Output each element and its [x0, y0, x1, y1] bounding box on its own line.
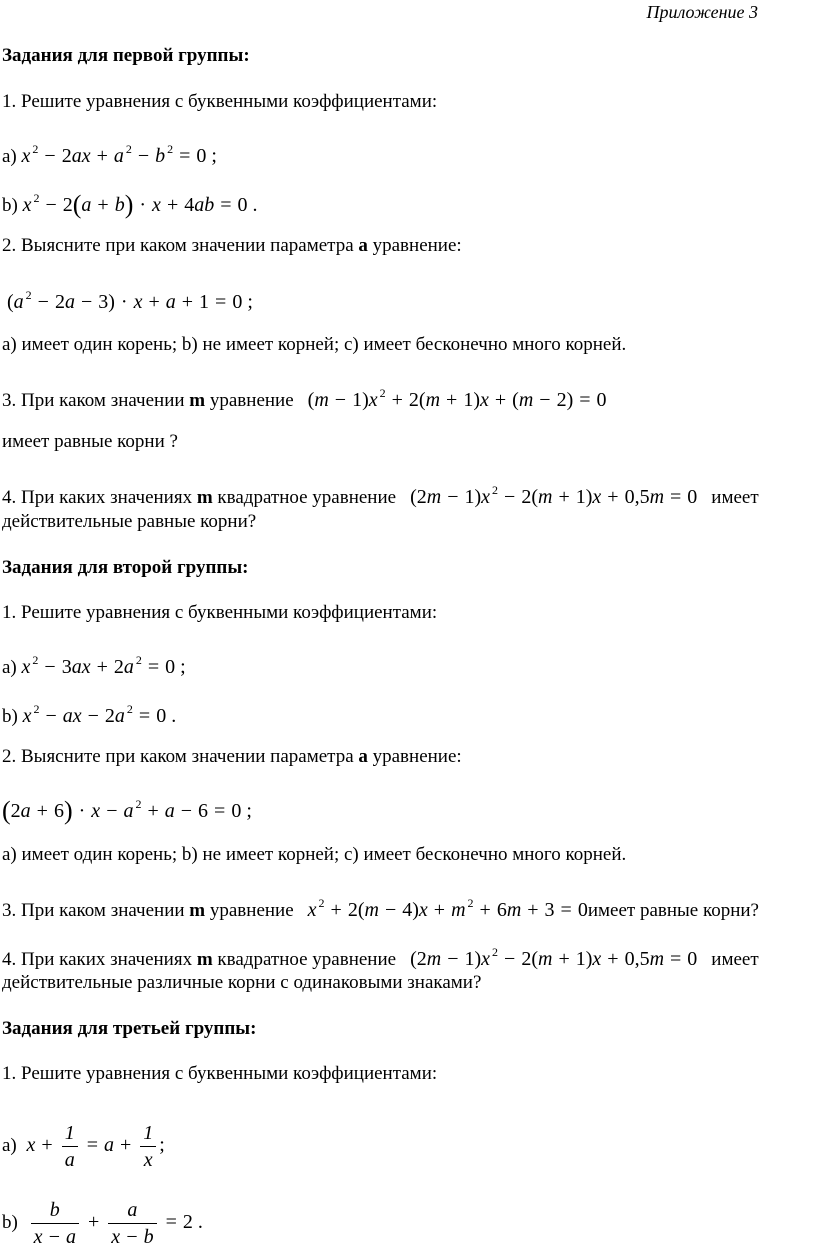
g2-task3-param: m: [189, 900, 206, 921]
g1-task4-text-end: квадратное уравнение: [212, 487, 397, 508]
g2-task4-text-end: квадратное уравнение: [212, 949, 397, 970]
fraction: $\frac{b}{x - a}$: [31, 1197, 79, 1250]
g2-task3-text-end: уравнение: [205, 900, 294, 921]
g1-task3-text-end: уравнение: [205, 390, 294, 411]
g1-task2-answers: a) имеет один корень; b) не имеет корней; c) имеет бесконечно много корней.: [2, 334, 627, 355]
g2-task1a-label: a): [2, 657, 17, 678]
fraction: $\frac{a}{x - b}$: [108, 1197, 156, 1250]
g1-task1: 1. Решите уравнения с буквенными коэффициентами:: [2, 91, 438, 112]
g2-task4-param: m: [196, 949, 213, 970]
g3-task1a-label: a): [2, 1135, 17, 1157]
group1-heading: Задания для первой группы:: [2, 45, 250, 66]
fraction: $\frac{1}{a}$: [62, 1120, 78, 1173]
g1-equation-1a: x $^2$ − 2ax + a $^2$ − b $^2$ = 0 ;: [21, 142, 217, 167]
g3-task1: 1. Решите уравнения с буквенными коэффициентами:: [2, 1063, 438, 1084]
g1-task4-tail: имеет: [711, 487, 759, 508]
g2-task2-param: a: [358, 746, 368, 767]
g1-task2: [2, 234, 462, 258]
g1-equation-1b: x $^2$ − 2(a + b) · x + 4ab = 0 .: [22, 190, 258, 219]
g1-task1a-label: a): [2, 146, 17, 167]
appendix-label: Приложение 3: [646, 2, 758, 22]
g1-task1a: [2, 137, 217, 169]
g1-task3-param: m: [189, 390, 206, 411]
g1-task4-text: 4. При каких значениях: [2, 487, 197, 508]
group2-heading: Задания для второй группы:: [2, 557, 249, 578]
g1-task4: [2, 478, 759, 510]
fraction: $\frac{1}{x}$: [140, 1120, 156, 1173]
group3-heading: Задания для третьей группы:: [2, 1018, 257, 1039]
g3-equation-1b: $\frac{b}{x - a}$ + $\frac{a}{x - b}$ = 2 .: [23, 1211, 203, 1233]
g1-task2-param: a: [358, 235, 368, 256]
g2-task4-text: 4. При каких значениях: [2, 949, 197, 970]
g3-task1a: [2, 1120, 165, 1173]
g1-task2-text: 2. Выясните при каком значении параметра: [2, 235, 359, 256]
g2-task4-tail: имеет: [711, 949, 759, 970]
g2-equation-4: (2m − 1)x $^2$ − 2(m + 1)x + 0,5m = 0: [410, 945, 698, 970]
g1-task3: [2, 381, 607, 413]
g2-task2: [2, 745, 462, 769]
g3-task1b-label: b): [2, 1212, 18, 1234]
g3-task1b: [2, 1197, 203, 1250]
g2-equation-3: x $^2$ + 2(m − 4)x + m $^2$ + 6m + 3 = 0: [307, 896, 588, 921]
g2-task2-text: 2. Выясните при каком значении параметра: [2, 746, 359, 767]
g1-task4-cont: действительные равные корни?: [2, 511, 257, 532]
g1-equation-4: (2m − 1)x $^2$ − 2(m + 1)x + 0,5m = 0: [410, 483, 698, 508]
g2-task3: [2, 891, 759, 923]
g2-task3-tail: имеет равные корни?: [587, 900, 759, 921]
g2-equation-1a: x $^2$ − 3ax + 2a $^2$ = 0 ;: [21, 653, 186, 678]
g2-task4: [2, 940, 759, 972]
g2-task3-text: 3. При каком значении: [2, 900, 190, 921]
g1-equation-2: (a $^2$ − 2a − 3) · x + a + 1 = 0 ;: [2, 288, 253, 313]
g2-task1a: [2, 648, 186, 680]
g2-task1b-label: b): [2, 706, 18, 727]
g1-task3-cont: имеет равные корни ?: [2, 431, 178, 452]
g1-task3-text: 3. При каком значении: [2, 390, 190, 411]
g2-task1b: [2, 697, 176, 729]
g2-task1: 1. Решите уравнения с буквенными коэффициентами:: [2, 602, 438, 623]
g1-task2-equation-line: [2, 283, 253, 315]
g2-task2-text-end: уравнение:: [367, 746, 462, 767]
g3-equation-1a: x + $\frac{1}{a}$ = a + $\frac{1}{x}$ ;: [26, 1122, 165, 1171]
g1-task1b-label: b): [2, 195, 18, 216]
g2-task2-equation-line: [2, 792, 252, 824]
g1-task2-text-end: уравнение:: [367, 235, 462, 256]
g2-task2-answers: a) имеет один корень; b) не имеет корней; c) имеет бесконечно много корней.: [2, 844, 627, 865]
g1-task1b: [2, 186, 258, 218]
g1-equation-3: (m − 1)x $^2$ + 2(m + 1)x + (m − 2) = 0: [307, 386, 607, 411]
g2-task4-cont: действительные различные корни с одинаковыми знаками?: [2, 972, 482, 993]
g2-equation-2: (2a + 6) · x − a $^2$ + a − 6 = 0 ;: [2, 796, 252, 825]
g2-equation-1b: x $^2$ − ax − 2a $^2$ = 0 .: [22, 702, 177, 727]
g1-task4-param: m: [196, 487, 213, 508]
